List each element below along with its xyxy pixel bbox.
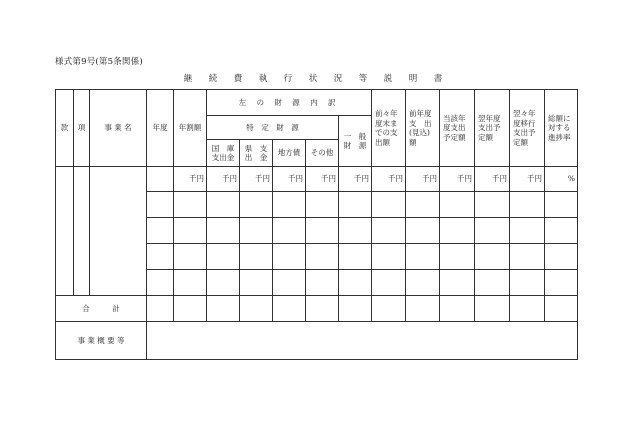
header-sonota: その他 bbox=[306, 140, 339, 167]
header-general-funding: 一 般 財 源 bbox=[339, 116, 372, 167]
header-zennen: 前年度 支 出 (見込) 額 bbox=[406, 90, 440, 167]
total-label: 合 計 bbox=[56, 296, 147, 322]
header-jigyo-mei: 事 業 名 bbox=[90, 90, 147, 167]
unit-label: 千円 bbox=[510, 167, 545, 192]
header-yokuyoku: 翌々年 度移行 支出予 定額 bbox=[510, 90, 545, 167]
unit-label: 千円 bbox=[273, 167, 306, 192]
execution-status-table bbox=[55, 89, 578, 360]
header-kan: 款 bbox=[56, 90, 74, 167]
header-yokunen: 翌年度 支出予 定額 bbox=[475, 90, 510, 167]
header-zenzen: 前々年 度末ま での支 出額 bbox=[372, 90, 406, 167]
unit-label: 千円 bbox=[372, 167, 406, 192]
header-chihosai: 地方債 bbox=[273, 140, 306, 167]
unit-label: 千円 bbox=[406, 167, 440, 192]
header-kenshi: 県 支 出 金 bbox=[240, 140, 273, 167]
unit-label: 千円 bbox=[207, 167, 240, 192]
header-specific-funding: 特 定 財 源 bbox=[207, 116, 339, 140]
unit-label: 千円 bbox=[475, 167, 510, 192]
jigyo-mei-cell bbox=[90, 167, 147, 296]
unit-label: 千円 bbox=[174, 167, 207, 192]
project-summary-label: 事 業 概 要 等 bbox=[56, 322, 147, 360]
header-kokko: 国 庫 支出金 bbox=[207, 140, 240, 167]
header-nenwari: 年割額 bbox=[174, 90, 207, 167]
unit-label: 千円 bbox=[306, 167, 339, 192]
header-tougai: 当該年 度支出 予定額 bbox=[440, 90, 475, 167]
form-number: 様式第9号(第5条関係) bbox=[55, 57, 143, 67]
document-title: 継 続 費 執 行 状 況 等 説 明 書 bbox=[183, 74, 447, 84]
kan-cell bbox=[56, 167, 74, 296]
table-cell bbox=[147, 167, 174, 192]
header-shinchoku: 総額に 対する 進捗率 bbox=[545, 90, 578, 167]
unit-label: 千円 bbox=[240, 167, 273, 192]
project-summary-field bbox=[147, 322, 578, 360]
unit-label: 千円 bbox=[440, 167, 475, 192]
header-nendo: 年度 bbox=[147, 90, 174, 167]
unit-label: 千円 bbox=[339, 167, 372, 192]
kou-cell bbox=[74, 167, 90, 296]
header-kou: 項 bbox=[74, 90, 90, 167]
header-funding-breakdown: 左 の 財 源 内 訳 bbox=[207, 90, 372, 116]
unit-label: % bbox=[545, 167, 578, 192]
